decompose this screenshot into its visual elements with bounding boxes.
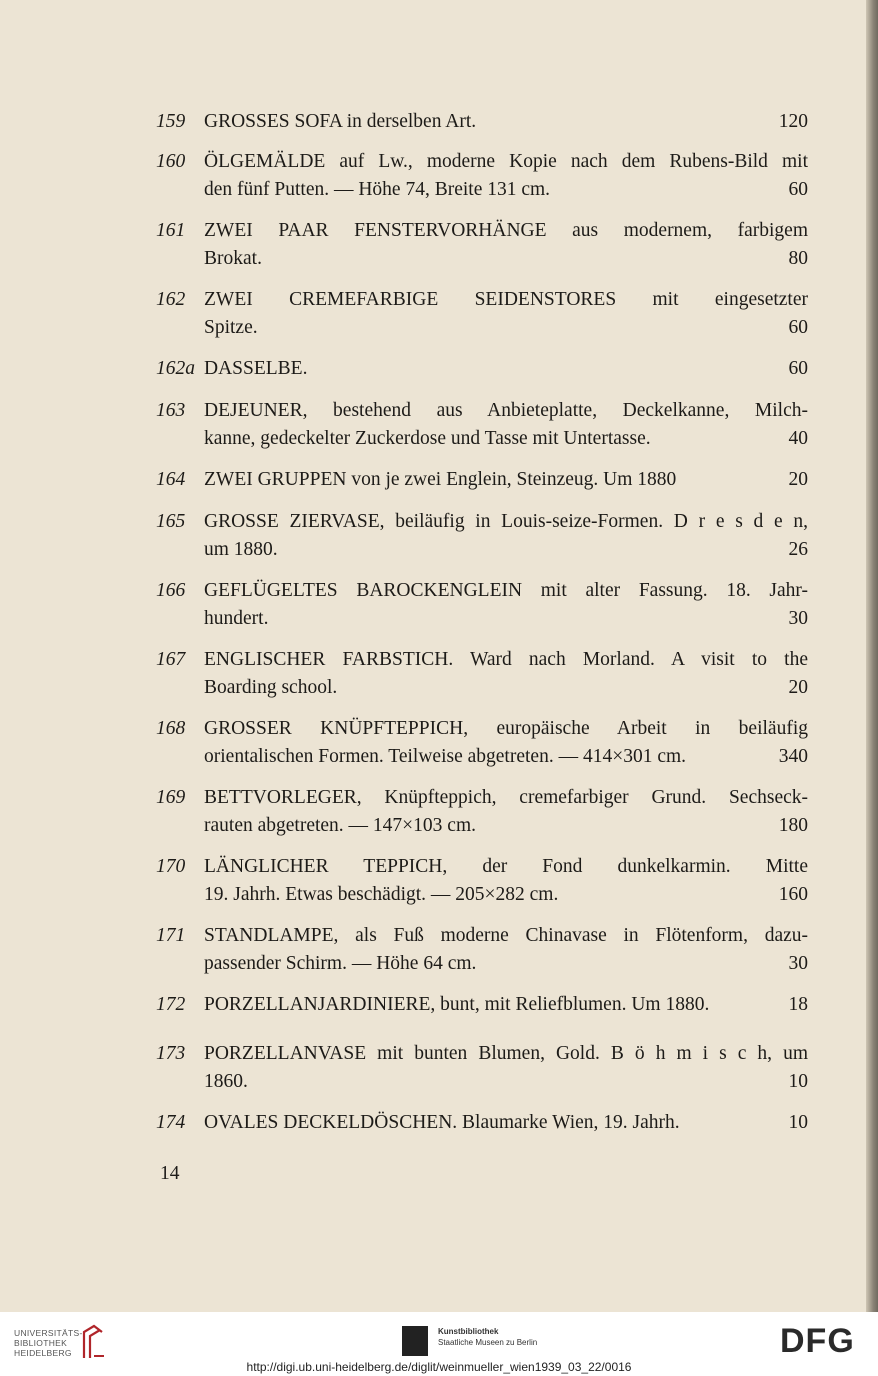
entry-line <box>204 784 808 812</box>
entry-text: kanne, gedeckelter Zuckerdose und Tasse mit Untertasse. <box>204 427 651 449</box>
university-library-label <box>14 1328 83 1358</box>
page-edge <box>866 0 878 1312</box>
lot-number: 174 <box>156 1112 186 1133</box>
lot-number: 168 <box>156 718 186 739</box>
entry-text: PORZELLANJARDINIERE, bunt, mit Reliefblumen. Um 1880. <box>204 994 710 1015</box>
kunstbibliothek-logo-icon <box>402 1326 428 1356</box>
lot-number: 165 <box>156 511 186 532</box>
entry-text: Brokat. <box>204 247 262 269</box>
lot-price: 340 <box>778 745 808 767</box>
entry-line <box>204 508 808 536</box>
entry-text: BETTVORLEGER, Knüpfteppich, cremefarbiger Grund. Sechseck- <box>204 787 808 808</box>
kunstbibliothek-label <box>438 1326 537 1348</box>
entry-text: GROSSER KNÜPFTEPPICH, europäische Arbeit in beiläufig <box>204 718 808 739</box>
entry-line <box>204 743 808 771</box>
entry-line <box>204 314 808 342</box>
entry-line <box>204 646 808 674</box>
kunstbibliothek-name: Kunstbibliothek <box>438 1327 499 1336</box>
entry-text: rauten abgetreten. — 147×103 cm. <box>204 814 476 836</box>
entry-line <box>204 245 808 273</box>
entry-line <box>204 148 808 176</box>
lot-price: 20 <box>788 676 808 698</box>
page-number: 14 <box>160 1163 180 1184</box>
entry-line <box>204 397 808 425</box>
lot-number: 162a <box>156 358 195 379</box>
entry-text: GROSSES SOFA in derselben Art. <box>204 111 477 132</box>
entry-text: ZWEI PAAR FENSTERVORHÄNGE aus modernem, farbigem <box>204 220 808 241</box>
lot-price: 180 <box>778 814 808 836</box>
entry-line <box>204 812 808 840</box>
entry-text: ENGLISCHER FARBSTICH. Ward nach Morland. A visit to the <box>204 649 808 670</box>
lot-price: 30 <box>788 952 808 974</box>
lot-number: 160 <box>156 151 186 172</box>
entry-text: passender Schirm. — Höhe 64 cm. <box>204 952 477 974</box>
source-url[interactable]: http://digi.ub.uni-heidelberg.de/diglit/weinmueller_wien1939_03_22/0016 <box>246 1360 632 1374</box>
lot-number: 170 <box>156 856 186 877</box>
entry-text: den fünf Putten. — Höhe 74, Breite 131 cm. <box>204 178 551 200</box>
lot-number: 169 <box>156 787 186 808</box>
entry-line <box>204 715 808 743</box>
lot-price: 18 <box>788 994 808 1015</box>
entry-line <box>204 577 808 605</box>
lot-price: 80 <box>788 247 808 269</box>
entry-text: Spitze. <box>204 316 258 338</box>
entry-line <box>204 881 808 909</box>
entry-line <box>204 176 808 204</box>
lot-number: 173 <box>156 1043 186 1064</box>
entry-text: hundert. <box>204 607 269 629</box>
entry-text: 19. Jahrh. Etwas beschädigt. — 205×282 cm. <box>204 883 559 905</box>
lot-number: 167 <box>156 649 186 670</box>
lot-price: 120 <box>778 111 808 132</box>
lot-price: 10 <box>788 1112 808 1133</box>
lot-price: 26 <box>788 538 808 560</box>
entry-line <box>204 355 808 383</box>
lot-price: 160 <box>778 883 808 905</box>
lot-number: 172 <box>156 994 186 1015</box>
lot-price: 20 <box>788 469 808 490</box>
entry-text: orientalischen Formen. Teilweise abgetreten. — 414×301 cm. <box>204 745 687 767</box>
entry-line <box>204 425 808 453</box>
entry-line <box>204 950 808 978</box>
lot-price: 60 <box>788 316 808 338</box>
university-line-3: HEIDELBERG <box>14 1348 72 1358</box>
entry-line <box>204 1040 808 1068</box>
entry-line <box>204 536 808 564</box>
lot-number: 164 <box>156 469 186 490</box>
lot-price: 40 <box>788 427 808 449</box>
entry-text: GROSSE ZIERVASE, beiläufig in Louis-seize-Formen. D r e s d e n, <box>204 511 808 532</box>
entry-text: LÄNGLICHER TEPPICH, der Fond dunkelkarmin. Mitte <box>204 856 808 877</box>
lot-number: 161 <box>156 220 186 241</box>
kunstbibliothek-subtitle: Staatliche Museen zu Berlin <box>438 1338 538 1347</box>
entry-text: ZWEI CREMEFARBIGE SEIDENSTORES mit eingesetzter <box>204 289 808 310</box>
entry-line <box>204 466 808 494</box>
footer <box>0 1312 878 1376</box>
entry-text: ZWEI GRUPPEN von je zwei Englein, Steinzeug. Um 1880 <box>204 469 677 490</box>
entry-line <box>204 674 808 702</box>
lot-price: 60 <box>788 358 808 379</box>
entry-text: 1860. <box>204 1070 248 1092</box>
entry-line <box>204 108 808 136</box>
entry-text: um 1880. <box>204 538 278 560</box>
lot-number: 162 <box>156 289 186 310</box>
university-line-1: UNIVERSITÄTS- <box>14 1328 83 1338</box>
entry-line <box>204 1068 808 1096</box>
entry-line <box>204 991 808 1019</box>
lot-price: 60 <box>788 178 808 200</box>
lot-price: 10 <box>788 1070 808 1092</box>
entry-line <box>204 217 808 245</box>
entry-line <box>204 286 808 314</box>
entry-line <box>204 922 808 950</box>
entry-text: ÖLGEMÄLDE auf Lw., moderne Kopie nach dem Rubens-Bild mit <box>204 151 808 172</box>
entry-text: GEFLÜGELTES BAROCKENGLEIN mit alter Fassung. 18. Jahr- <box>204 580 808 601</box>
entry-text: DEJEUNER, bestehend aus Anbieteplatte, Deckelkanne, Milch- <box>204 400 808 421</box>
entry-text: STANDLAMPE, als Fuß moderne Chinavase in Flötenform, dazu- <box>204 925 808 946</box>
lot-number: 171 <box>156 925 186 946</box>
lot-price: 30 <box>788 607 808 629</box>
lot-number: 166 <box>156 580 186 601</box>
entry-line <box>204 1109 808 1137</box>
entry-text: DASSELBE. <box>204 358 308 379</box>
entry-text: OVALES DECKELDÖSCHEN. Blaumarke Wien, 19. Jahrh. <box>204 1112 680 1133</box>
university-line-2: BIBLIOTHEK <box>14 1338 68 1348</box>
entry-line <box>204 853 808 881</box>
dfg-logo: DFG <box>780 1322 855 1360</box>
university-logo-icon <box>80 1322 106 1360</box>
entry-text: PORZELLANVASE mit bunten Blumen, Gold. B ö h m i s c h, um <box>204 1043 808 1064</box>
entry-line <box>204 605 808 633</box>
lot-number: 159 <box>156 111 186 132</box>
entry-text: Boarding school. <box>204 676 338 698</box>
lot-number: 163 <box>156 400 186 421</box>
